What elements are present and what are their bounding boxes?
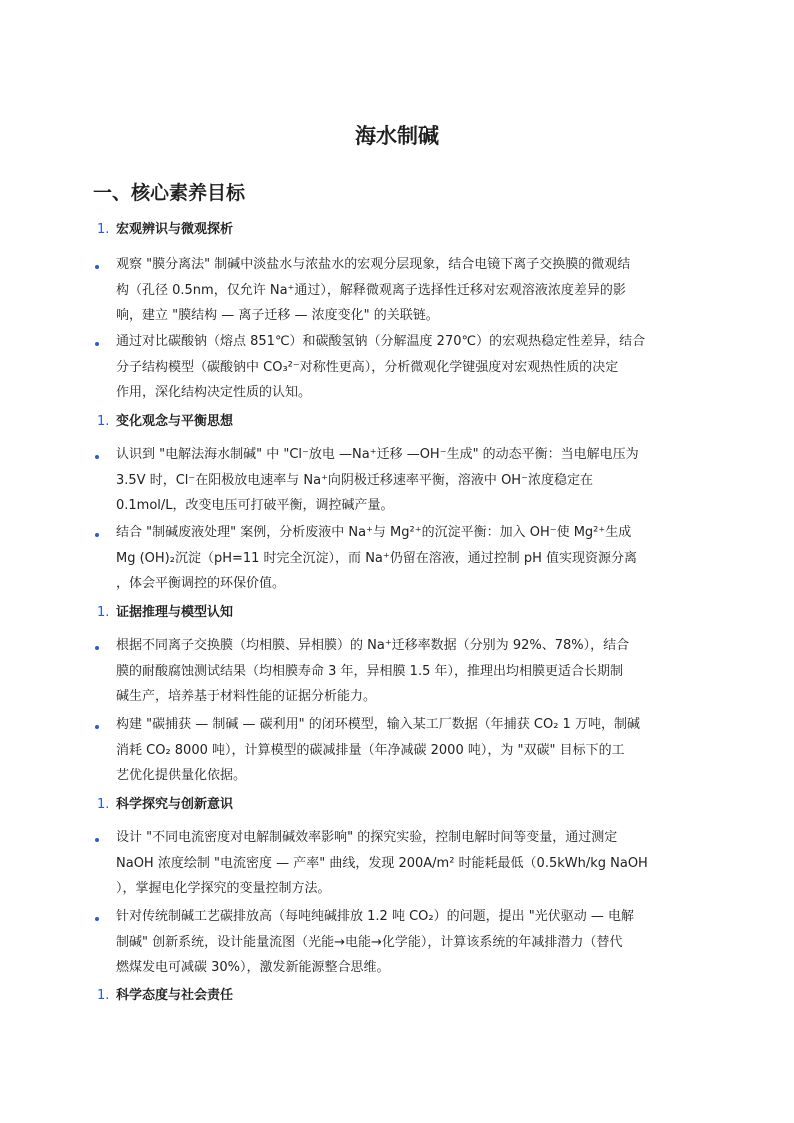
paragraph-line: 观察 "膜分离法" 制碱中淡盐水与浓盐水的宏观分层现象，结合电镜下离子交换膜的微观结	[116, 257, 631, 272]
bullet-icon	[95, 342, 99, 346]
paragraph-line: 3.5V 时，Cl⁻在阳极放电速率与 Na⁺向阴极迁移速率平衡，溶液中 OH⁻浓度稳定在	[116, 472, 593, 488]
item-number: 1.	[97, 222, 110, 237]
paragraph-line: 根据不同离子交换膜（均相膜、异相膜）的 Na⁺迁移率数据（分别为 92%、78%），结合	[116, 638, 630, 653]
paragraph-line: 消耗 CO₂ 8000 吨），计算模型的碳减排量（年净减碳 2000 吨），为 "双碳" 目标下的工	[116, 742, 625, 758]
paragraph-line: 燃煤发电可减碳 30%），激发新能源整合思维。	[116, 960, 390, 975]
bullet-icon	[95, 455, 99, 459]
item-heading: 证据推理与模型认知	[116, 605, 234, 620]
paragraph-line: 响，建立 "膜结构 — 离子迁移 — 浓度变化" 的关联链。	[116, 308, 439, 323]
item-number: 1.	[97, 414, 110, 429]
paragraph-line: 制碱" 创新系统，设计能量流图（光能→电能→化学能），计算该系统的年减排潜力（替代	[116, 934, 623, 950]
section-heading: 一、核心素养目标	[93, 182, 246, 204]
paragraph-line: 作用，深化结构决定性质的认知。	[116, 385, 312, 400]
paragraph-line: 0.1mol/L，改变电压可打破平衡，调控碱产量。	[116, 498, 394, 513]
bullet-icon	[95, 917, 99, 921]
paragraph-line: ），掌握电化学探究的变量控制方法。	[116, 881, 331, 896]
paragraph-line: 膜的耐酸腐蚀测试结果（均相膜寿命 3 年，异相膜 1.5 年），推理出均相膜更适合长期制	[116, 663, 623, 679]
paragraph-line: 针对传统制碱工艺碳排放高（每吨纯碱排放 1.2 吨 CO₂）的问题，提出 "光伏驱动 — 电解	[116, 909, 634, 924]
item-heading: 科学态度与社会责任	[116, 988, 234, 1003]
bullet-icon	[95, 725, 99, 729]
paragraph-line: 通过对比碳酸钠（熔点 851℃）和碳酸氢钠（分解温度 270℃）的宏观热稳定性差异，结合	[116, 334, 646, 349]
page-title: 海水制碱	[355, 124, 439, 148]
paragraph-line: 分子结构模型（碳酸钠中 CO₃²⁻对称性更高），分析微观化学键强度对宏观热性质的决定	[116, 359, 619, 375]
paragraph-line: 构（孔径 0.5nm，仅允许 Na⁺通过），解释微观离子选择性迁移对宏观溶液浓度差异的影	[116, 282, 626, 298]
item-number: 1.	[97, 797, 110, 812]
item-number: 1.	[97, 605, 110, 620]
item-heading: 科学探究与创新意识	[116, 797, 234, 812]
paragraph-line: 艺优化提供量化依据。	[116, 768, 247, 783]
item-heading: 变化观念与平衡思想	[116, 414, 234, 429]
paragraph-line: 碱生产，培养基于材料性能的证据分析能力。	[116, 689, 377, 704]
paragraph-line: Mg (OH)₂沉淀（pH=11 时完全沉淀），而 Na⁺仍留在溶液，通过控制 pH 值实现资源分离	[116, 550, 638, 566]
paragraph-line: 设计 "不同电流密度对电解制碱效率影响" 的探究实验，控制电解时间等变量，通过测定	[116, 830, 618, 845]
paragraph-line: 认识到 "电解法海水制碱" 中 "Cl⁻放电 —Na⁺迁移 —OH⁻生成" 的动态平衡：当电解电压为	[116, 447, 639, 462]
item-number: 1.	[97, 988, 110, 1003]
bullet-icon	[95, 646, 99, 650]
paragraph-line: 构建 "碳捕获 — 制碱 — 碳利用" 的闭环模型，输入某工厂数据（年捕获 CO₂ 1 万吨，制碱	[116, 717, 640, 732]
paragraph-line: ，体会平衡调控的环保价值。	[116, 576, 286, 591]
paragraph-line: NaOH 浓度绘制 "电流密度 — 产率" 曲线，发现 200A/m² 时能耗最低（0.5kWh/kg NaOH	[116, 855, 648, 871]
bullet-icon	[95, 265, 99, 269]
bullet-icon	[95, 838, 99, 842]
item-heading: 宏观辨识与微观探析	[116, 222, 234, 237]
paragraph-line: 结合 "制碱废液处理" 案例，分析废液中 Na⁺与 Mg²⁺的沉淀平衡：加入 OH⁻使 Mg²⁺生成	[116, 525, 632, 540]
bullet-icon	[95, 533, 99, 537]
